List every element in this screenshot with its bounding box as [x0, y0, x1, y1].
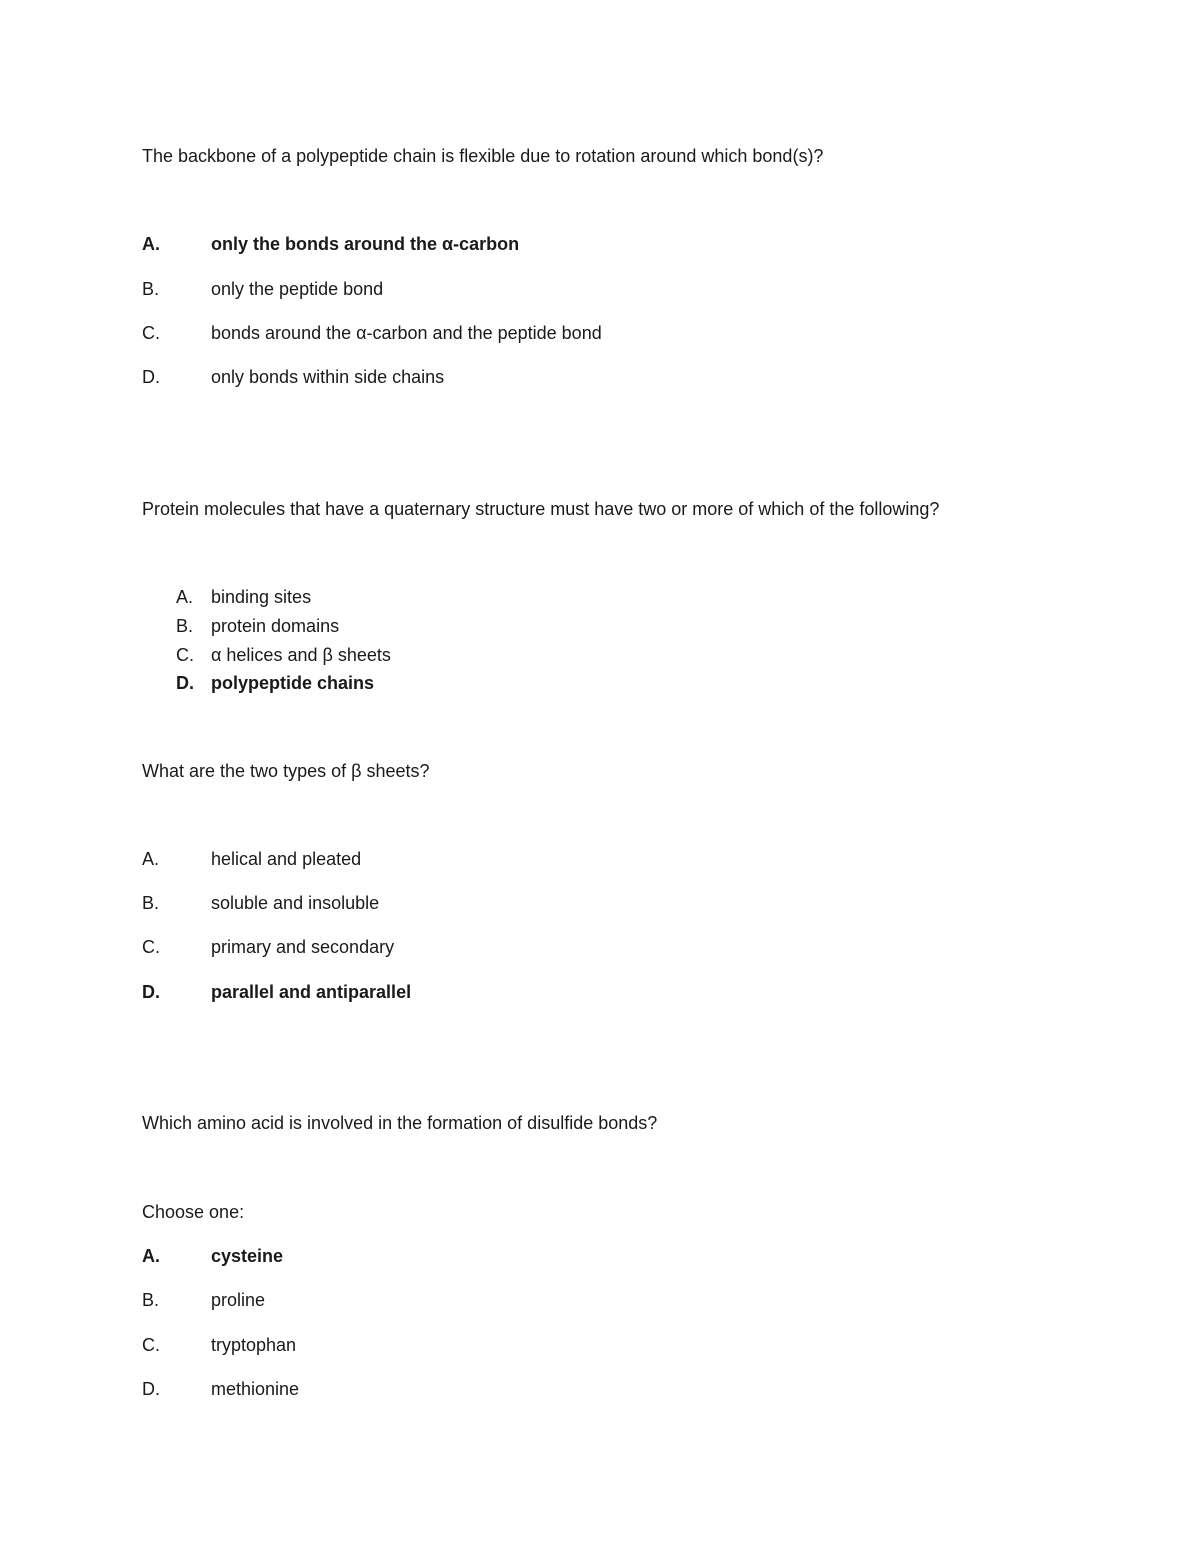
option-text: methionine [211, 1379, 300, 1399]
option-letter: C. [142, 937, 160, 957]
option-text: only bonds within side chains [211, 367, 445, 387]
question-4-prompt: Which amino acid is involved in the formation of disulfide bonds? [142, 1113, 658, 1133]
option-text: binding sites [211, 587, 312, 607]
option-text: primary and secondary [211, 937, 395, 957]
option-letter: A. [142, 849, 160, 869]
option-text: only the bonds around the α-carbon [211, 234, 520, 254]
option-letter: C. [142, 323, 160, 343]
question-2-prompt: Protein molecules that have a quaternary structure must have two or more of which of the following? [142, 499, 940, 519]
option-letter: D. [142, 1379, 160, 1399]
option-letter: D. [176, 673, 194, 693]
option-letter: B. [176, 616, 194, 636]
option-letter: A. [142, 1246, 160, 1266]
option-text: helical and pleated [211, 849, 362, 869]
option-text: soluble and insoluble [211, 893, 380, 913]
option-letter: B. [142, 1290, 160, 1310]
option-text: parallel and antiparallel [211, 982, 412, 1002]
option-letter: D. [142, 367, 160, 387]
option-letter: C. [176, 645, 194, 665]
option-text: only the peptide bond [211, 279, 384, 299]
option-letter: A. [176, 587, 194, 607]
option-text: protein domains [211, 616, 340, 636]
option-text: proline [211, 1290, 266, 1310]
option-text: tryptophan [211, 1335, 297, 1355]
option-letter: B. [142, 279, 160, 299]
question-3-prompt: What are the two types of β sheets? [142, 761, 430, 781]
option-text: α helices and β sheets [211, 645, 391, 665]
question-1-prompt: The backbone of a polypeptide chain is flexible due to rotation around which bond(s)? [142, 146, 824, 166]
option-text: polypeptide chains [211, 673, 375, 693]
question-4-instruction: Choose one: [142, 1202, 245, 1222]
option-letter: C. [142, 1335, 160, 1355]
option-letter: A. [142, 234, 160, 254]
option-text: cysteine [211, 1246, 284, 1266]
option-letter: D. [142, 982, 160, 1002]
option-text: bonds around the α-carbon and the peptide bond [211, 323, 602, 343]
option-letter: B. [142, 893, 160, 913]
